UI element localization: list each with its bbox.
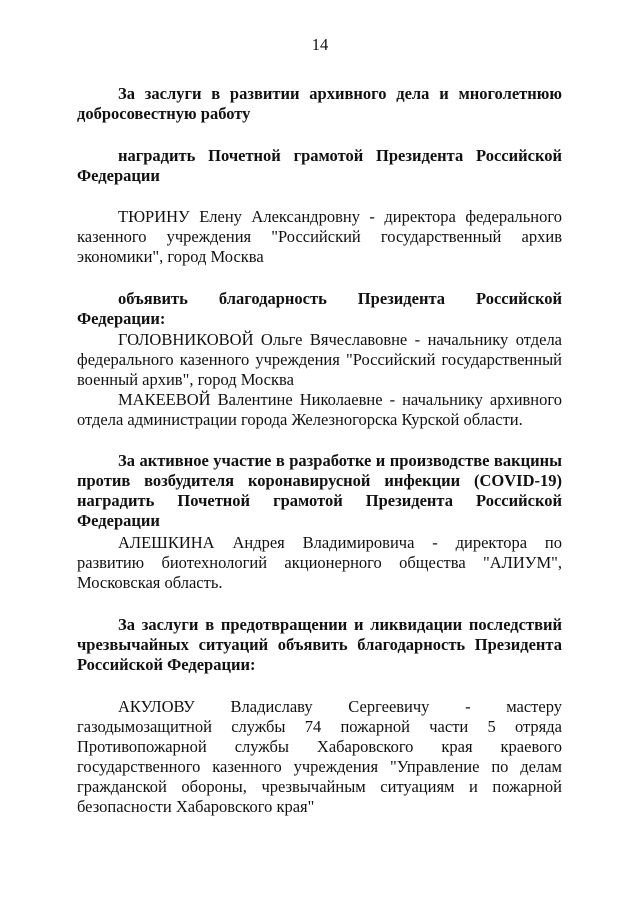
section-heading-emergencies xyxy=(77,615,562,675)
award-text: объявить благодарность Президента Российской Федерации: xyxy=(77,289,562,328)
page-number: 14 xyxy=(311,35,329,54)
awardee-text: ГОЛОВНИКОВОЙ Ольге Вячеславовне - начальнику отдела федерального казенного учреждения "Российский государственный военный архив", город Москва xyxy=(77,330,562,389)
awardee-makeeva xyxy=(77,390,562,430)
award-line-certificate xyxy=(77,146,562,186)
section-heading-archives xyxy=(77,84,562,124)
awardee-turina xyxy=(77,207,562,267)
awardee-golovnikova xyxy=(77,330,562,390)
awardee-text: АКУЛОВУ Владиславу Сергеевичу - мастеру газодымозащитной службы 74 пожарной части 5 отряда Противопожарной службы Хабаровского края краевого государственного казенного учреждения "Управление по делам гражданской обороны, чрезвычайным ситуациям и пожарной безопасности Хабаровского края" xyxy=(77,697,562,816)
heading-text: За заслуги в предотвращении и ликвидации последствий чрезвычайных ситуаций объявить благодарность Президента Российской Федерации: xyxy=(77,615,562,674)
award-text: наградить Почетной грамотой Президента Российской Федерации xyxy=(77,146,562,185)
awardee-aleshkin xyxy=(77,533,562,593)
awardee-akulov xyxy=(77,697,562,817)
awardee-text: ТЮРИНУ Елену Александровну - директора федерального казенного учреждения "Российский государственный архив экономики", город Москва xyxy=(77,207,562,266)
heading-text: За активное участие в разработке и производстве вакцины против возбудителя коронавирусной инфекции (COVID-19) наградить Почетной грамотой Президента Российской Федерации xyxy=(77,451,562,530)
section-heading-vaccine xyxy=(77,451,562,531)
heading-text: За заслуги в развитии архивного дела и многолетнюю добросовестную работу xyxy=(77,84,562,123)
awardee-text: АЛЕШКИНА Андрея Владимировича - директора по развитию биотехнологий акционерного общества "АЛИУМ", Московская область. xyxy=(77,533,562,592)
awardee-text: МАКЕЕВОЙ Валентине Николаевне - начальнику архивного отдела администрации города Железногорска Курской области. xyxy=(77,390,562,429)
award-line-gratitude xyxy=(77,289,562,329)
